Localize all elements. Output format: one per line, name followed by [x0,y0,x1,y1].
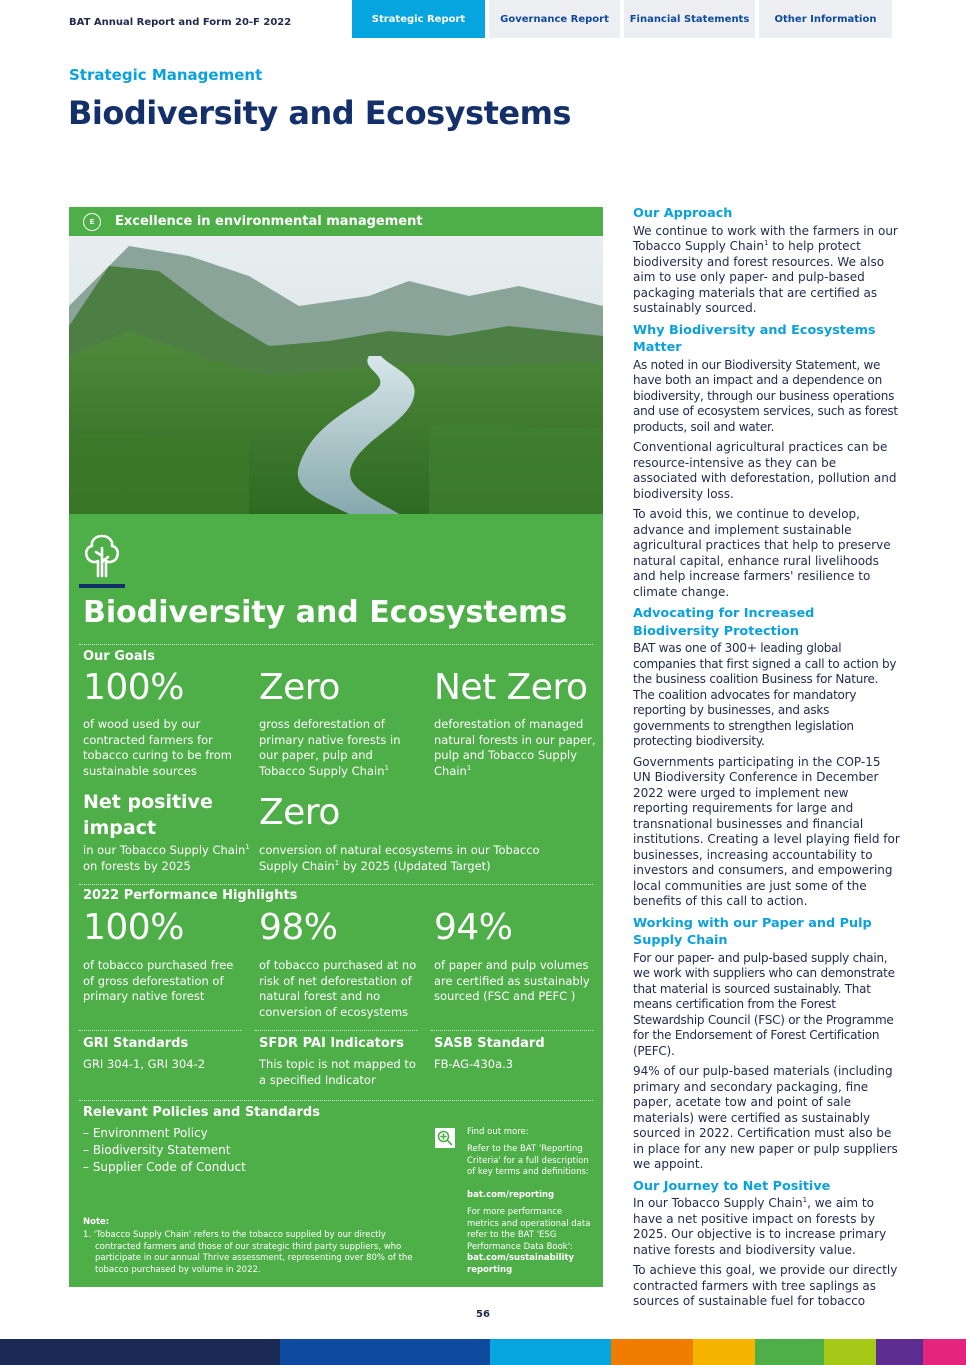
divider [79,1030,241,1031]
link-bat-sustainability[interactable]: bat.com/sustainability reporting [467,1253,575,1275]
paragraph: BAT was one of 300+ leading global companies that first signed a call to action by the business coalition Business for Nature. The coalition advocates for mandatory reporting by businesses, and asks governments to strengthen legislation protecting biodiversity. [633,641,897,748]
highlight-1-text: of tobacco purchased free of gross deforestation of primary native forest [83,958,234,1003]
panel-header [69,207,603,237]
tab-strategic-report[interactable]: Strategic Report [352,0,485,38]
sasb-text: FB-AG-430a.3 [434,1057,514,1071]
tab-other-information[interactable]: Other Information [759,0,892,38]
divider [79,1100,593,1101]
paragraph: To achieve this goal, we provide our directly contracted farmers with tree saplings as sources of sustainable fuel for tobacco [633,1263,898,1308]
color-segment [755,1339,824,1365]
note-title: Note: [83,1217,110,1227]
paragraph: For our paper- and pulp-based supply chain, we work with suppliers who can demonstrate that material is sourced sustainably. That means certification from the Forest Stewardship Council (FSC) or the Programme for the Endorsement of Forest Certification (PEFC). [633,950,895,1058]
paragraph: We continue to work with the farmers in our Tobacco Supply Chain$^1$ to help protect biodiversity and forest resources. We also aim to use only paper- and pulp-based packaging materials that are certified as sustainably sourced. [633,223,898,315]
goal-net-positive-title: Net positive impact [83,791,213,839]
policy-biodiversity[interactable]: – Biodiversity Statement [83,1143,231,1157]
link-bat-reporting[interactable]: bat.com/reporting [467,1190,555,1200]
highlight-2-value: 98% [259,907,338,948]
color-segment [280,1339,490,1365]
goal-3-value: Net Zero [434,667,588,708]
goal-1-value: 100% [83,667,184,708]
page-number: 56 [476,1309,490,1320]
panel-title: Biodiversity and Ecosystems [83,595,568,630]
goal-net-positive-text: in our Tobacco Supply Chain$^1$ on forests by 2025 [83,843,250,873]
panel-header-text: Excellence in environmental management [115,214,423,229]
heading-our-approach: Our Approach [633,206,733,221]
goal-3-text: deforestation of managed natural forests in our paper, pulp and Tobacco Supply Chain$^1$ [434,717,596,778]
environment-badge: E [83,213,101,231]
highlight-3-text: of paper and pulp volumes are certified as sustainably sourced (FSC and PEFC ) [434,958,590,1003]
sfdr-title: SFDR PAI Indicators [259,1036,404,1051]
policy-supplier-code[interactable]: – Supplier Code of Conduct [83,1160,246,1174]
highlight-3-value: 94% [434,907,513,948]
gri-title: GRI Standards [83,1036,189,1051]
find-out-more-icon [435,1128,455,1148]
policies-heading: Relevant Policies and Standards [83,1105,320,1120]
report-title: BAT Annual Report and Form 20-F 2022 [69,17,292,28]
goal-1-text: of wood used by our contracted farmers for tobacco curing to be from sustainable sources [83,717,233,778]
paragraph: In our Tobacco Supply Chain$^1$, we aim to have a net positive impact on forests by 2025. Our objective is to increase primary native forests and biodiversity value. [633,1196,887,1257]
performance-heading: 2022 Performance Highlights [83,888,298,903]
heading-advocating: Advocating for Increased Biodiversity Protection [633,606,815,639]
find-text-data-book: For more performance metrics and operational data refer to the BAT 'ESG Performance Data Book': [467,1207,591,1252]
divider [79,644,593,645]
tab-financial-statements[interactable]: Financial Statements [624,0,755,38]
paragraph: Governments participating in the COP-15 UN Biodiversity Conference in December 2022 were urged to implement new reporting requirements for large and transnational businesses and financial institutions. Creating a level playing field for businesses, increasing accountability to investors and consumers, and empowering local communities are just some of the benefits of this call to action. [633,754,900,908]
tab-governance-report[interactable]: Governance Report [489,0,620,38]
highlight-2-text: of tobacco purchased at no risk of net deforestation of natural forest and no conversion of ecosystems [259,958,417,1019]
paragraph: 94% of our pulp-based materials (including primary and secondary packaging, fine paper, acetate tow and point of sale materials) were certified as sustainably sourced in 2022. Certification must also be in place for any new paper or pulp suppliers we appoint. [633,1064,898,1171]
tree-icon [81,532,123,580]
paragraph: Conventional agricultural practices can be resource-intensive as they can be associated with deforestation, pollution and biodiversity loss. [633,440,897,501]
divider [255,1030,417,1031]
color-segment [693,1339,755,1365]
sasb-title: SASB Standard [434,1036,545,1051]
goal-zero-conversion-value: Zero [259,792,340,833]
right-column [633,205,901,1315]
find-text-reporting: Refer to the BAT 'Reporting Criteria' for a full description of key terms and definitions: [467,1144,589,1177]
divider [431,1030,593,1031]
goal-2-text: gross deforestation of primary native forests in our paper, pulp and Tobacco Supply Chain$^1$ [259,717,401,778]
title-rule [79,584,125,588]
color-segment [923,1339,966,1365]
find-out-more-label: Find out more: [467,1127,529,1137]
forest-river-photo [69,236,603,514]
brand-color-bar [0,1339,966,1365]
section-label: Strategic Management [69,66,263,84]
magnifier-icon [435,1128,455,1148]
sfdr-text: This topic is not mapped to a specified Indicator [259,1057,416,1087]
goals-heading: Our Goals [83,649,155,664]
heading-why-biodiversity: Why Biodiversity and Ecosystems Matter [633,322,876,355]
note-text: 1. 'Tobacco Supply Chain' refers to the tobacco supplied by our directly contracted farmers and those of our strategic third party suppliers, who participate in our annual Thrive assessment, representing over 80% of the tobacco purchased by volume in 2022. [83,1230,413,1275]
biodiversity-panel [69,207,603,1287]
highlight-1-value: 100% [83,907,184,948]
goal-zero-conversion-text: conversion of natural ecosystems in our Tobacco Supply Chain$^1$ by 2025 (Updated Target) [259,843,540,873]
policy-environment[interactable]: – Environment Policy [83,1126,208,1140]
color-segment [0,1339,280,1365]
paragraph: To avoid this, we continue to develop, advance and implement sustainable agricultural practices that help to preserve natural capital, enhance rural livelihoods and help increase farmers' resilience to climate change. [633,507,891,599]
color-segment [490,1339,611,1365]
page-title: Biodiversity and Ecosystems [68,94,571,132]
color-segment [611,1339,693,1365]
goal-2-value: Zero [259,667,340,708]
heading-net-positive: Our Journey to Net Positive [633,1178,831,1194]
paragraph: As noted in our Biodiversity Statement, we have both an impact and a dependence on biodiversity, through our business operations and use of ecosystem services, such as forest products, soil and water. [633,357,898,434]
color-segment [876,1339,923,1365]
gri-text: GRI 304-1, GRI 304-2 [83,1057,206,1071]
divider [79,884,593,885]
section-tabs [352,0,896,38]
color-segment [824,1339,876,1365]
heading-paper-pulp: Working with our Paper and Pulp Supply Chain [633,915,872,948]
